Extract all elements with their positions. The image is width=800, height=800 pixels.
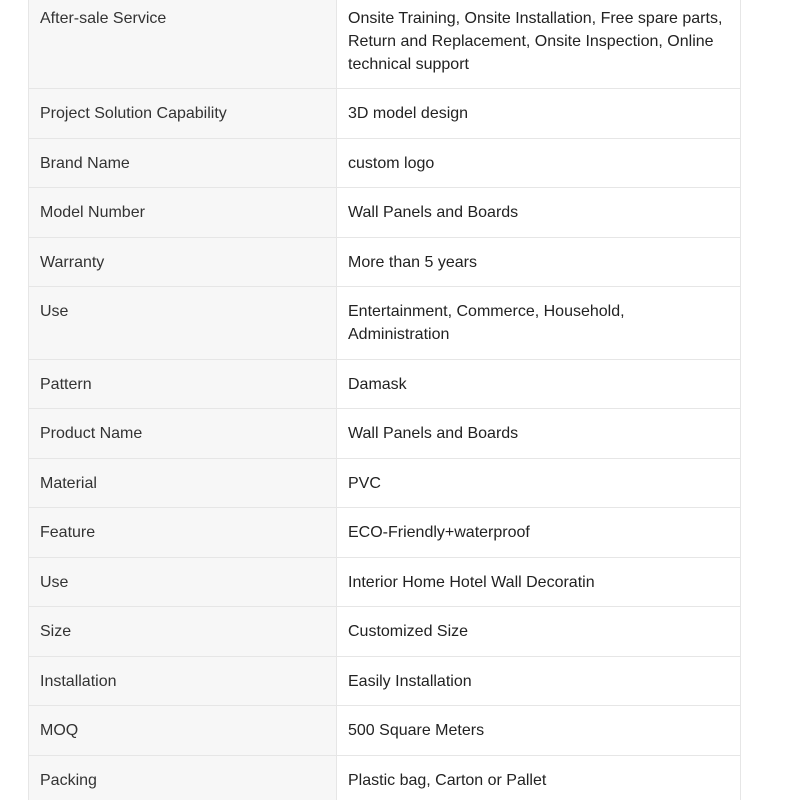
spec-value: Easily Installation xyxy=(337,656,741,706)
spec-row-project-solution-capability xyxy=(29,89,741,139)
spec-row-use-secondary xyxy=(29,557,741,607)
spec-value: More than 5 years xyxy=(337,237,741,287)
spec-key: Use xyxy=(29,557,337,607)
spec-key: Brand Name xyxy=(29,138,337,188)
spec-row-installation xyxy=(29,656,741,706)
spec-value: Damask xyxy=(337,359,741,409)
spec-value: Wall Panels and Boards xyxy=(337,188,741,238)
spec-row-feature xyxy=(29,508,741,558)
spec-value: Interior Home Hotel Wall Decoratin xyxy=(337,557,741,607)
spec-value: ECO-Friendly+waterproof xyxy=(337,508,741,558)
spec-value: Plastic bag, Carton or Pallet xyxy=(337,755,741,800)
spec-key: Model Number xyxy=(29,188,337,238)
spec-row-size xyxy=(29,607,741,657)
spec-value: Wall Panels and Boards xyxy=(337,409,741,459)
spec-key: Project Solution Capability xyxy=(29,89,337,139)
spec-row-product-name xyxy=(29,409,741,459)
spec-key: Packing xyxy=(29,755,337,800)
spec-table xyxy=(28,0,741,800)
spec-row-model-number xyxy=(29,188,741,238)
spec-key: Product Name xyxy=(29,409,337,459)
spec-key: MOQ xyxy=(29,706,337,756)
spec-key: Material xyxy=(29,458,337,508)
spec-key: Feature xyxy=(29,508,337,558)
spec-value: custom logo xyxy=(337,138,741,188)
spec-value: Onsite Training, Onsite Installation, Free spare parts, Return and Replacement, Onsite Inspection, Online technical support xyxy=(337,0,741,89)
spec-value: 3D model design xyxy=(337,89,741,139)
spec-value: Entertainment, Commerce, Household, Administration xyxy=(337,287,741,360)
spec-row-after-sale-service xyxy=(29,0,741,89)
spec-key: Installation xyxy=(29,656,337,706)
spec-key: Pattern xyxy=(29,359,337,409)
spec-key: After-sale Service xyxy=(29,0,337,89)
spec-key: Size xyxy=(29,607,337,657)
spec-value: PVC xyxy=(337,458,741,508)
spec-row-material xyxy=(29,458,741,508)
spec-key: Use xyxy=(29,287,337,360)
spec-row-brand-name xyxy=(29,138,741,188)
spec-key: Warranty xyxy=(29,237,337,287)
spec-value: 500 Square Meters xyxy=(337,706,741,756)
spec-row-warranty xyxy=(29,237,741,287)
spec-value: Customized Size xyxy=(337,607,741,657)
spec-row-moq xyxy=(29,706,741,756)
spec-row-use xyxy=(29,287,741,360)
spec-row-packing xyxy=(29,755,741,800)
spec-row-pattern xyxy=(29,359,741,409)
